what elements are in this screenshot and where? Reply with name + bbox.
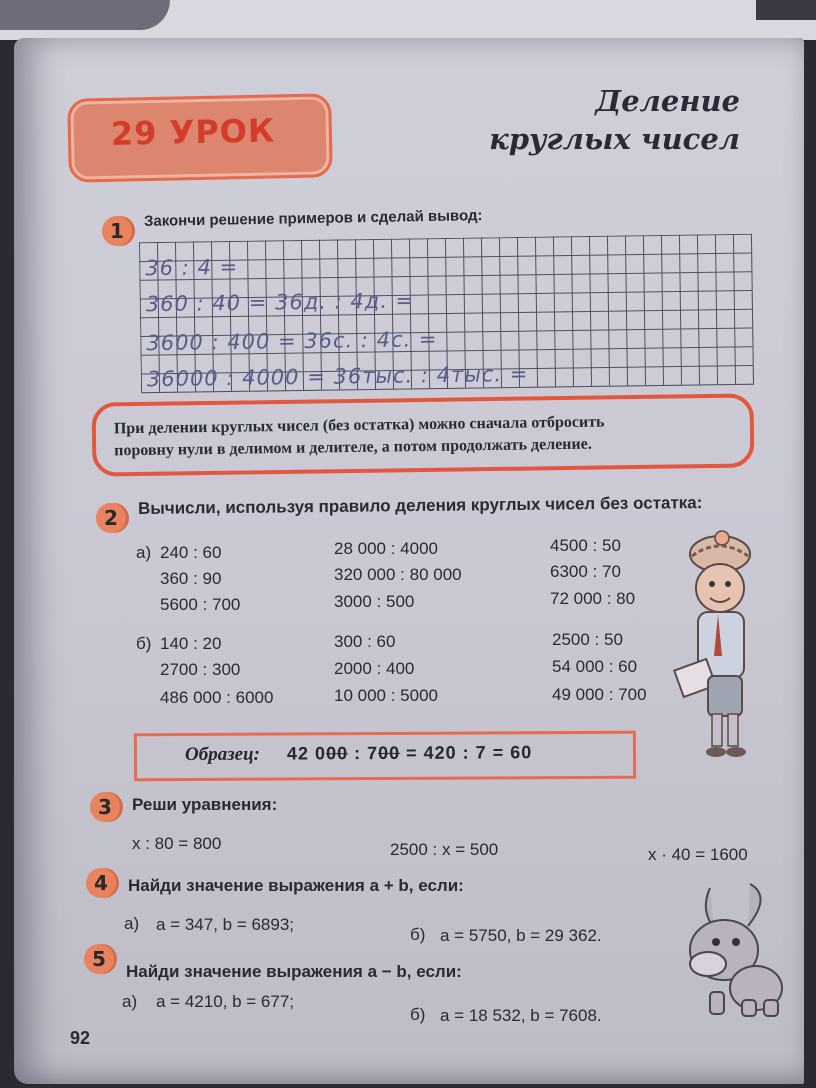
sample-expression: 42 000 : 700 = 420 : 7 = 60	[286, 742, 533, 764]
equation-1: x : 80 = 800	[132, 834, 222, 853]
equation-2: 2500 : x = 500	[390, 840, 499, 859]
sample-box	[134, 731, 636, 782]
lesson-badge	[67, 93, 333, 183]
expr-a-3-2: 6300 : 70	[550, 562, 621, 581]
squared-grid	[139, 234, 754, 394]
task-5-b-label: б)	[410, 1005, 426, 1024]
background-corner	[756, 0, 816, 20]
task-3-instruction: Реши уравнения:	[132, 795, 278, 814]
rule-text	[114, 410, 745, 463]
lesson-title	[489, 82, 740, 158]
expr-b-1-3: 486 000 : 6000	[160, 688, 274, 707]
rule-line-1: При делении круглых чисел (без остатка) можно сначала отбросить	[113, 413, 605, 438]
task-5-instruction: Найди значение выражения a − b, если:	[126, 962, 462, 981]
task-5-a-label: а)	[122, 992, 138, 1011]
task-4-a-label: а)	[124, 914, 140, 933]
book-shadow	[0, 0, 170, 30]
task-5-a-values: a = 4210, b = 677;	[156, 992, 295, 1011]
expr-a-1-2: 360 : 90	[160, 569, 222, 588]
lesson-title-line1: Деление	[595, 84, 740, 118]
boy-illustration-icon	[660, 526, 780, 776]
handwritten-row-4: 36000 : 4000 = 36тыс. : 4тыс. =	[146, 361, 529, 392]
task-4-instruction: Найди значение выражения a + b, если:	[128, 876, 464, 895]
expr-a-2-1: 28 000 : 4000	[334, 539, 438, 558]
task-number-2: 2	[96, 503, 126, 533]
expr-b-2-2: 2000 : 400	[334, 659, 415, 678]
handwritten-row-1: 36 : 4 =	[145, 254, 239, 281]
task-1-instruction: Закончи решение примеров и сделай вывод:	[143, 207, 483, 230]
expr-a-2-2: 320 000 : 80 000	[334, 565, 462, 584]
expr-b-2-1: 300 : 60	[334, 632, 396, 651]
task-number-1: 1	[102, 216, 132, 246]
expr-b-2-3: 10 000 : 5000	[334, 686, 438, 705]
task-4-b-values: a = 5750, b = 29 362.	[440, 926, 602, 945]
expr-a-2-3: 3000 : 500	[334, 592, 415, 611]
part-b-label: б)	[136, 634, 152, 653]
expr-b-1-2: 2700 : 300	[160, 660, 241, 679]
task-2-instruction: Вычисли, используя правило деления круглых чисел без остатка:	[137, 493, 703, 518]
handwritten-row-3: 3600 : 400 = 36с. : 4с. =	[146, 327, 438, 356]
rule-line-2: поровну нули в делимом и делителе, а потом продолжать деление.	[114, 435, 592, 460]
expr-a-1-3: 5600 : 700	[160, 595, 241, 614]
expr-b-1-1: 140 : 20	[160, 634, 222, 653]
expr-b-3-3: 49 000 : 700	[552, 685, 647, 704]
part-a-label: а)	[136, 543, 152, 562]
sample-label: Образец:	[184, 743, 260, 766]
rule-box	[92, 393, 755, 476]
expr-a-3-1: 4500 : 50	[550, 536, 621, 555]
handwritten-row-2: 360 : 40 = 36д. : 4д. =	[145, 288, 415, 317]
task-5-b-values: a = 18 532, b = 7608.	[440, 1006, 602, 1025]
equation-3: x · 40 = 1600	[648, 845, 748, 864]
expr-a-3-3: 72 000 : 80	[550, 589, 636, 608]
task-number-4: 4	[86, 868, 116, 898]
task-number-3: 3	[90, 792, 120, 822]
expr-b-3-1: 2500 : 50	[552, 630, 623, 649]
lesson-number: 29 УРОК	[110, 111, 276, 153]
expr-b-3-2: 54 000 : 60	[552, 657, 638, 676]
task-4-a-values: a = 347, b = 6893;	[156, 915, 295, 934]
donkey-illustration-icon	[680, 880, 790, 1020]
page-number: 92	[70, 1028, 91, 1048]
expr-a-1-1: 240 : 60	[160, 543, 222, 562]
task-number-5: 5	[84, 944, 114, 974]
lesson-title-line2: круглых чисел	[489, 122, 740, 156]
task-4-b-label: б)	[410, 925, 426, 944]
